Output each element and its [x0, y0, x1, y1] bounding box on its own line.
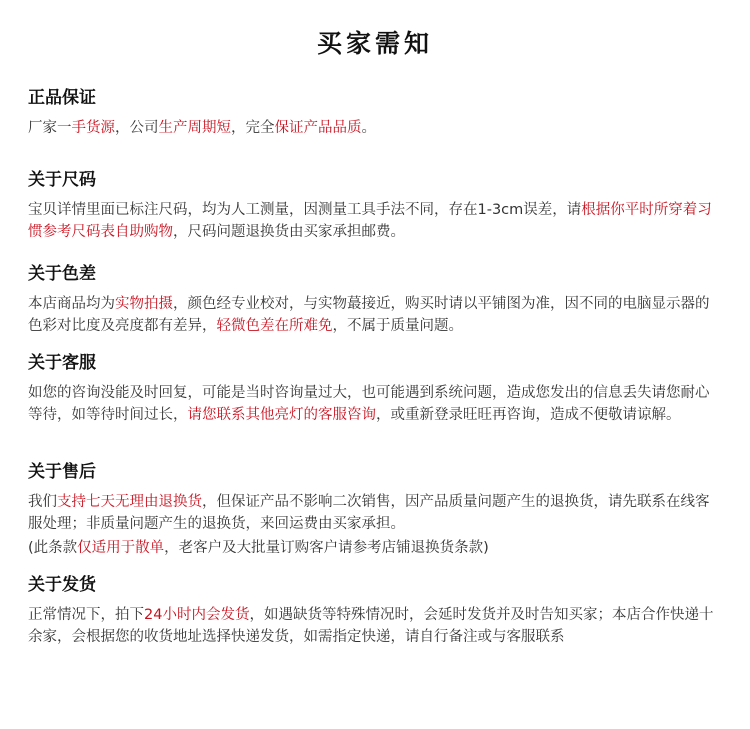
section-paragraph [28, 491, 718, 535]
section-size [28, 168, 718, 243]
body-text: 宝贝详情里面已标注尺码，均为人工测量，因测量工具手法不同，存在1-3cm误差，请 [28, 202, 582, 218]
section-heading: 关于客服 [28, 353, 96, 373]
body-text: ，颜色经专业校对，与实物蕞接近，购买时请以平铺图为准，因不同的电脑显示器的色彩对比度及亮度都有差异， [28, 296, 710, 334]
body-text: ，完全 [231, 120, 275, 136]
section-shipping [28, 573, 718, 648]
section-paragraph [28, 199, 718, 243]
section-customer-service [28, 351, 718, 426]
page-title: 买家需知 [316, 29, 433, 58]
highlight-text: 24小时内会发货 [144, 607, 250, 623]
section-authentic-guarantee [28, 86, 718, 139]
body-text: ，不属于质量问题。 [332, 318, 463, 334]
highlight-text: 一手货源 [57, 120, 115, 136]
body-text: 正常情况下，拍下 [28, 607, 144, 623]
section-paragraph [28, 293, 718, 337]
body-text: ，尺码问题退换货由买家承担邮费。 [173, 224, 405, 240]
section-heading: 关于色差 [28, 264, 96, 284]
body-text: (此条款 [28, 540, 78, 556]
highlight-text: 支持七天无理由退换货 [57, 494, 202, 510]
body-text: ，如遇缺货等特殊情况时，会延时发货并及时告知买家；本店合作快递十余家，会根据您的收货地址选择快递发货，如需指定快递，请自行备注或与客服联系 [28, 607, 714, 645]
body-text: 如您的咨询没能及时回复，可能是当时咨询量过大，也可能遇到系统问题，造成您发出的信息丢失请您耐心等待，如等待时间过长， [28, 385, 710, 423]
section-heading: 关于尺码 [28, 170, 96, 190]
body-text: ，老客户及大批量订购客户请参考店铺退换货条款) [164, 540, 489, 556]
body-text: ，公司 [115, 120, 159, 136]
body-text: 厂家 [28, 120, 57, 136]
section-note [28, 537, 718, 559]
body-text: ，但保证产品不影响二次销售，因产品质量问题产生的退换货，请先联系在线客服处理；非质量问题产生的退换货，来回运费由买家承担。 [28, 494, 710, 532]
body-text: ，或重新登录旺旺再咨询，造成不便敬请谅解。 [376, 407, 681, 423]
section-heading: 关于发货 [28, 575, 96, 595]
section-paragraph [28, 604, 718, 648]
highlight-text: 轻微色差在所难免 [216, 318, 333, 334]
highlight-text: 根据你平时所穿着习惯参考尺码表自助购物 [28, 202, 712, 240]
section-paragraph [28, 382, 718, 426]
highlight-text: 生产周期短 [158, 120, 231, 136]
section-heading: 正品保证 [28, 88, 96, 108]
highlight-text: 仅适用于散单 [77, 540, 165, 556]
body-text: 我们 [28, 494, 57, 510]
highlight-text: 实物拍摄 [115, 296, 173, 312]
body-text: 。 [361, 120, 376, 136]
highlight-text: 保证产品品质 [274, 120, 362, 136]
section-paragraph [28, 117, 718, 139]
section-heading: 关于售后 [28, 462, 96, 482]
section-color-difference [28, 262, 718, 337]
body-text: 本店商品均为 [28, 296, 115, 312]
section-after-sales [28, 460, 718, 559]
highlight-text: 请您联系其他亮灯的客服咨询 [187, 407, 376, 423]
